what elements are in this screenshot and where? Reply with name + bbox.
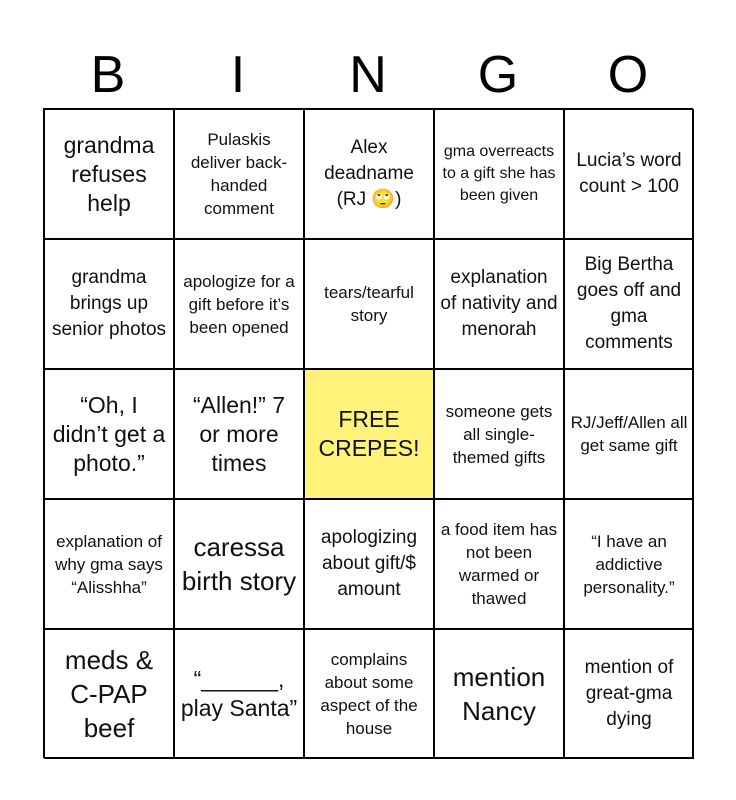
cell-text: “I have an addictive personality.” [583,531,675,597]
bingo-cell-r4-c1[interactable] [44,499,174,629]
bingo-cell-r3-c2[interactable] [174,369,304,499]
bingo-header [43,42,693,108]
cell-text: mention Nancy [452,662,546,726]
bingo-cell-r5-c2[interactable] [174,629,304,759]
bingo-cell-r4-c4[interactable] [434,499,564,629]
bingo-cell-r5-c4[interactable] [434,629,564,759]
bingo-cell-r3-c5[interactable] [564,369,694,499]
cell-text: Big Bertha goes off and gma comments [576,254,682,353]
bingo-cell-r2-c5[interactable] [564,239,694,369]
header-letter-b: B [90,46,126,104]
cell-text: someone gets all single-themed gifts [445,401,553,467]
cell-text: RJ/Jeff/Allen all get same gift [570,413,688,455]
cell-text: tears/tearful story [324,283,414,325]
cell-text: explanation of nativity and menorah [440,267,558,340]
cell-text: Alex deadname (RJ 🙄) [324,137,414,210]
cell-text: “Allen!” 7 or more times [192,391,286,476]
header-letter-o: O [607,46,649,104]
bingo-cell-r4-c3[interactable] [304,499,434,629]
bingo-cell-r1-c1[interactable] [44,109,174,239]
header-letter-i: I [230,46,246,104]
cell-text: “Oh, I didn’t get a photo.” [52,391,166,476]
bingo-cell-free-space[interactable] [304,369,434,499]
bingo-cell-r4-c5[interactable] [564,499,694,629]
cell-text: gma overreacts to a gift she has been given [442,143,556,204]
cell-text: meds & C-PAP beef [64,645,154,743]
cell-text: explanation of why gma says “Alisshha” [55,531,163,597]
bingo-cell-r5-c3[interactable] [304,629,434,759]
cell-text: Pulaskis deliver back-handed comment [190,130,288,218]
cell-text: Lucia’s word count > 100 [576,150,682,197]
cell-text: complains about some aspect of the house [320,650,418,738]
bingo-cell-r2-c1[interactable] [44,239,174,369]
cell-text: caressa birth story [181,532,297,596]
bingo-cell-r4-c2[interactable] [174,499,304,629]
bingo-cell-r2-c4[interactable] [434,239,564,369]
cell-text: grandma brings up senior photos [51,267,167,340]
bingo-cell-r5-c1[interactable] [44,629,174,759]
cell-text: mention of great-gma dying [584,657,674,730]
bingo-cell-r1-c4[interactable] [434,109,564,239]
cell-text: apologizing about gift/$ amount [320,527,418,600]
bingo-cell-r1-c2[interactable] [174,109,304,239]
bingo-cell-r3-c4[interactable] [434,369,564,499]
cell-text: a food item has not been warmed or thawed [440,520,558,608]
cell-text: “______, play Santa” [180,666,298,721]
bingo-board [43,108,693,758]
bingo-cell-r1-c3[interactable] [304,109,434,239]
cell-text: grandma refuses help [63,131,155,216]
bingo-cell-r2-c2[interactable] [174,239,304,369]
bingo-cell-r2-c3[interactable] [304,239,434,369]
header-letter-n: N [349,46,387,104]
free-space-label: FREE CREPES! [318,406,420,461]
cell-text: apologize for a gift before it’s been opened [183,271,295,337]
bingo-cell-r5-c5[interactable] [564,629,694,759]
bingo-cell-r3-c1[interactable] [44,369,174,499]
bingo-cell-r1-c5[interactable] [564,109,694,239]
header-letter-g: G [477,46,519,104]
